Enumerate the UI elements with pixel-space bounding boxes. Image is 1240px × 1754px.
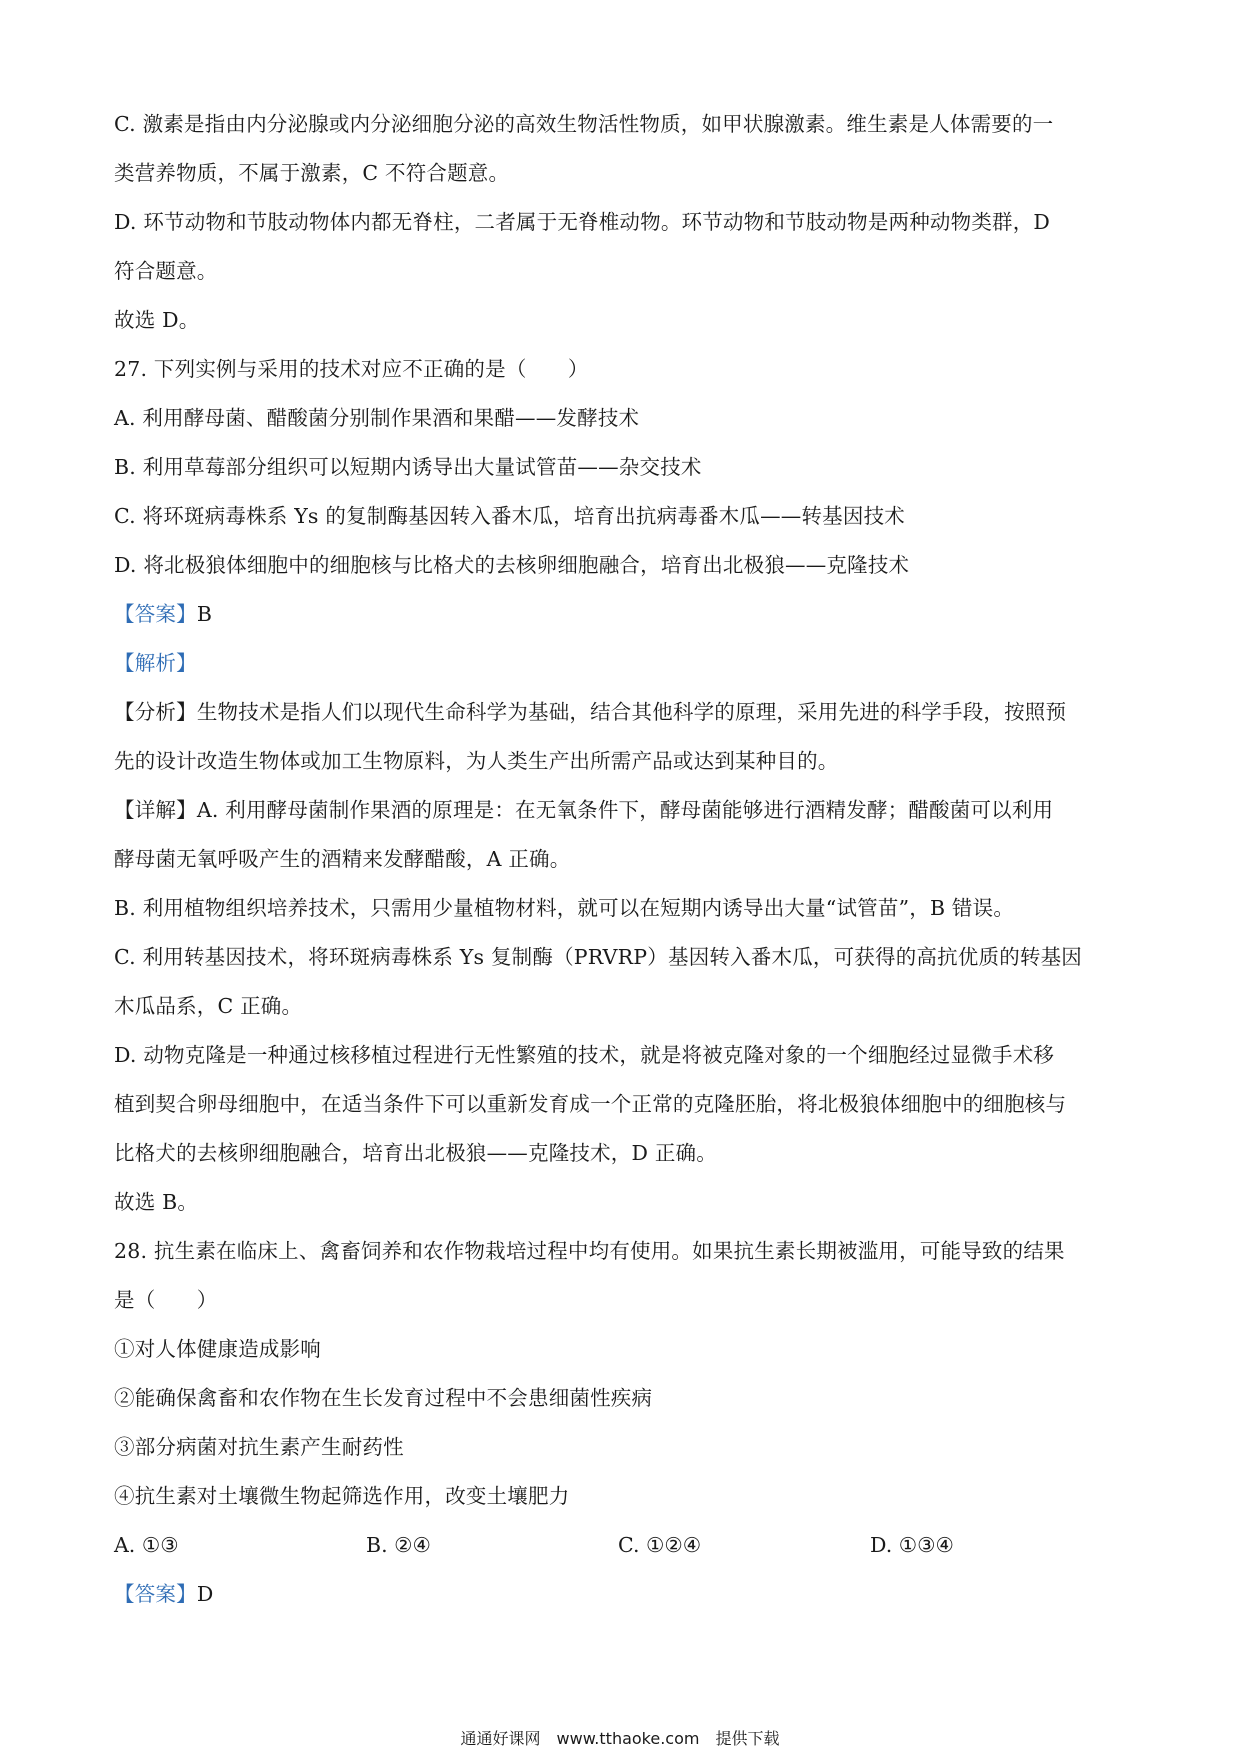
question-28-option-d: D. ①③④ [870,1533,954,1557]
question-28-stem-cont: 是（ ） [114,1288,218,1312]
text-line: 类营养物质，不属于激素，C 不符合题意。 [114,161,510,185]
question-28-stem: 28. 抗生素在临床上、禽畜饲养和农作物栽培过程中均有使用。如果抗生素长期被滥用，可能导致的结果 [114,1239,1065,1263]
question-28-answer [114,1570,1134,1619]
answer-tag: 【答案】 [114,1582,197,1606]
question-27-stem: 27. 下列实例与采用的技术对应不正确的是（ ） [114,357,589,381]
page-footer: 通通好课网 www.tthaoke.com 提供下载 [460,1729,780,1748]
question-28-option-b: B. ②④ [366,1533,431,1557]
question-27-analysis-heading [114,639,1134,688]
text-line: 故选 D。 [114,308,200,332]
explain-line: C. 利用转基因技术，将环斑病毒株系 Ys 复制酶（PRVRP）基因转入番木瓜，可获得的高抗优质的转基因 [114,945,1083,969]
explain-line: 比格犬的去核卵细胞融合，培育出北极狼——克隆技术，D 正确。 [114,1141,717,1165]
answer-value: B [196,602,213,626]
question-28-item-3: ③部分病菌对抗生素产生耐药性 [114,1435,404,1459]
question-27-option-c: C. 将环斑病毒株系 Ys 的复制酶基因转入番木瓜，培育出抗病毒番木瓜——转基因技术 [114,504,905,528]
question-28-option-c: C. ①②④ [618,1533,702,1557]
answer-tag: 【答案】 [114,602,197,626]
question-27-option-b: B. 利用草莓部分组织可以短期内诱导出大量试管苗——杂交技术 [114,455,702,479]
question-27-option-a: A. 利用酵母菌、醋酸菌分别制作果酒和果醋——发酵技术 [114,406,640,430]
question-28-item-2: ②能确保禽畜和农作物在生长发育过程中不会患细菌性疾病 [114,1386,653,1410]
explain-line: B. 利用植物组织培养技术，只需用少量植物材料，就可以在短期内诱导出大量“试管苗”，B 错误。 [114,896,1015,920]
explain-line: 故选 B。 [114,1190,199,1214]
question-28-item-4: ④抗生素对土壤微生物起筛选作用，改变土壤肥力 [114,1484,570,1508]
explain-line: 酵母菌无氧呼吸产生的酒精来发酵醋酸，A 正确。 [114,847,571,871]
question-28-options [114,1521,1134,1570]
text-line: 符合题意。 [114,259,218,283]
text-line: C. 激素是指由内分泌腺或内分泌细胞分泌的高效生物活性物质，如甲状腺激素。维生素是人体需要的一 [114,112,1054,136]
explain-line: D. 动物克隆是一种通过核移植过程进行无性繁殖的技术，就是将被克隆对象的一个细胞经过显微手术移 [114,1043,1055,1067]
question-28-item-1: ①对人体健康造成影响 [114,1337,321,1361]
explain-line: 【分析】生物技术是指人们以现代生命科学为基础，结合其他科学的原理，采用先进的科学手段，按照预 [114,700,1067,724]
document-body [114,100,1134,1619]
question-28-option-a: A. ①③ [114,1533,179,1557]
explain-line: 先的设计改造生物体或加工生物原料，为人类生产出所需产品或达到某种目的。 [114,749,839,773]
explain-line: 【详解】A. 利用酵母菌制作果酒的原理是：在无氧条件下，酵母菌能够进行酒精发酵；醋酸菌可以利用 [114,798,1054,822]
explain-tag: 【分析】 [114,700,197,724]
text-line: D. 环节动物和节肢动物体内都无脊柱，二者属于无脊椎动物。环节动物和节肢动物是两种动物类群，D [114,210,1051,234]
explain-line: 植到契合卵母细胞中，在适当条件下可以重新发育成一个正常的克隆胚胎，将北极狼体细胞中的细胞核与 [114,1092,1067,1116]
explain-tag: 【详解】 [114,798,197,822]
analysis-tag: 【解析】 [114,651,197,675]
explain-line: 木瓜品系，C 正确。 [114,994,303,1018]
question-27-option-d: D. 将北极狼体细胞中的细胞核与比格犬的去核卵细胞融合，培育出北极狼——克隆技术 [114,553,910,577]
answer-value: D [196,1582,214,1606]
question-27-answer [114,590,1134,639]
